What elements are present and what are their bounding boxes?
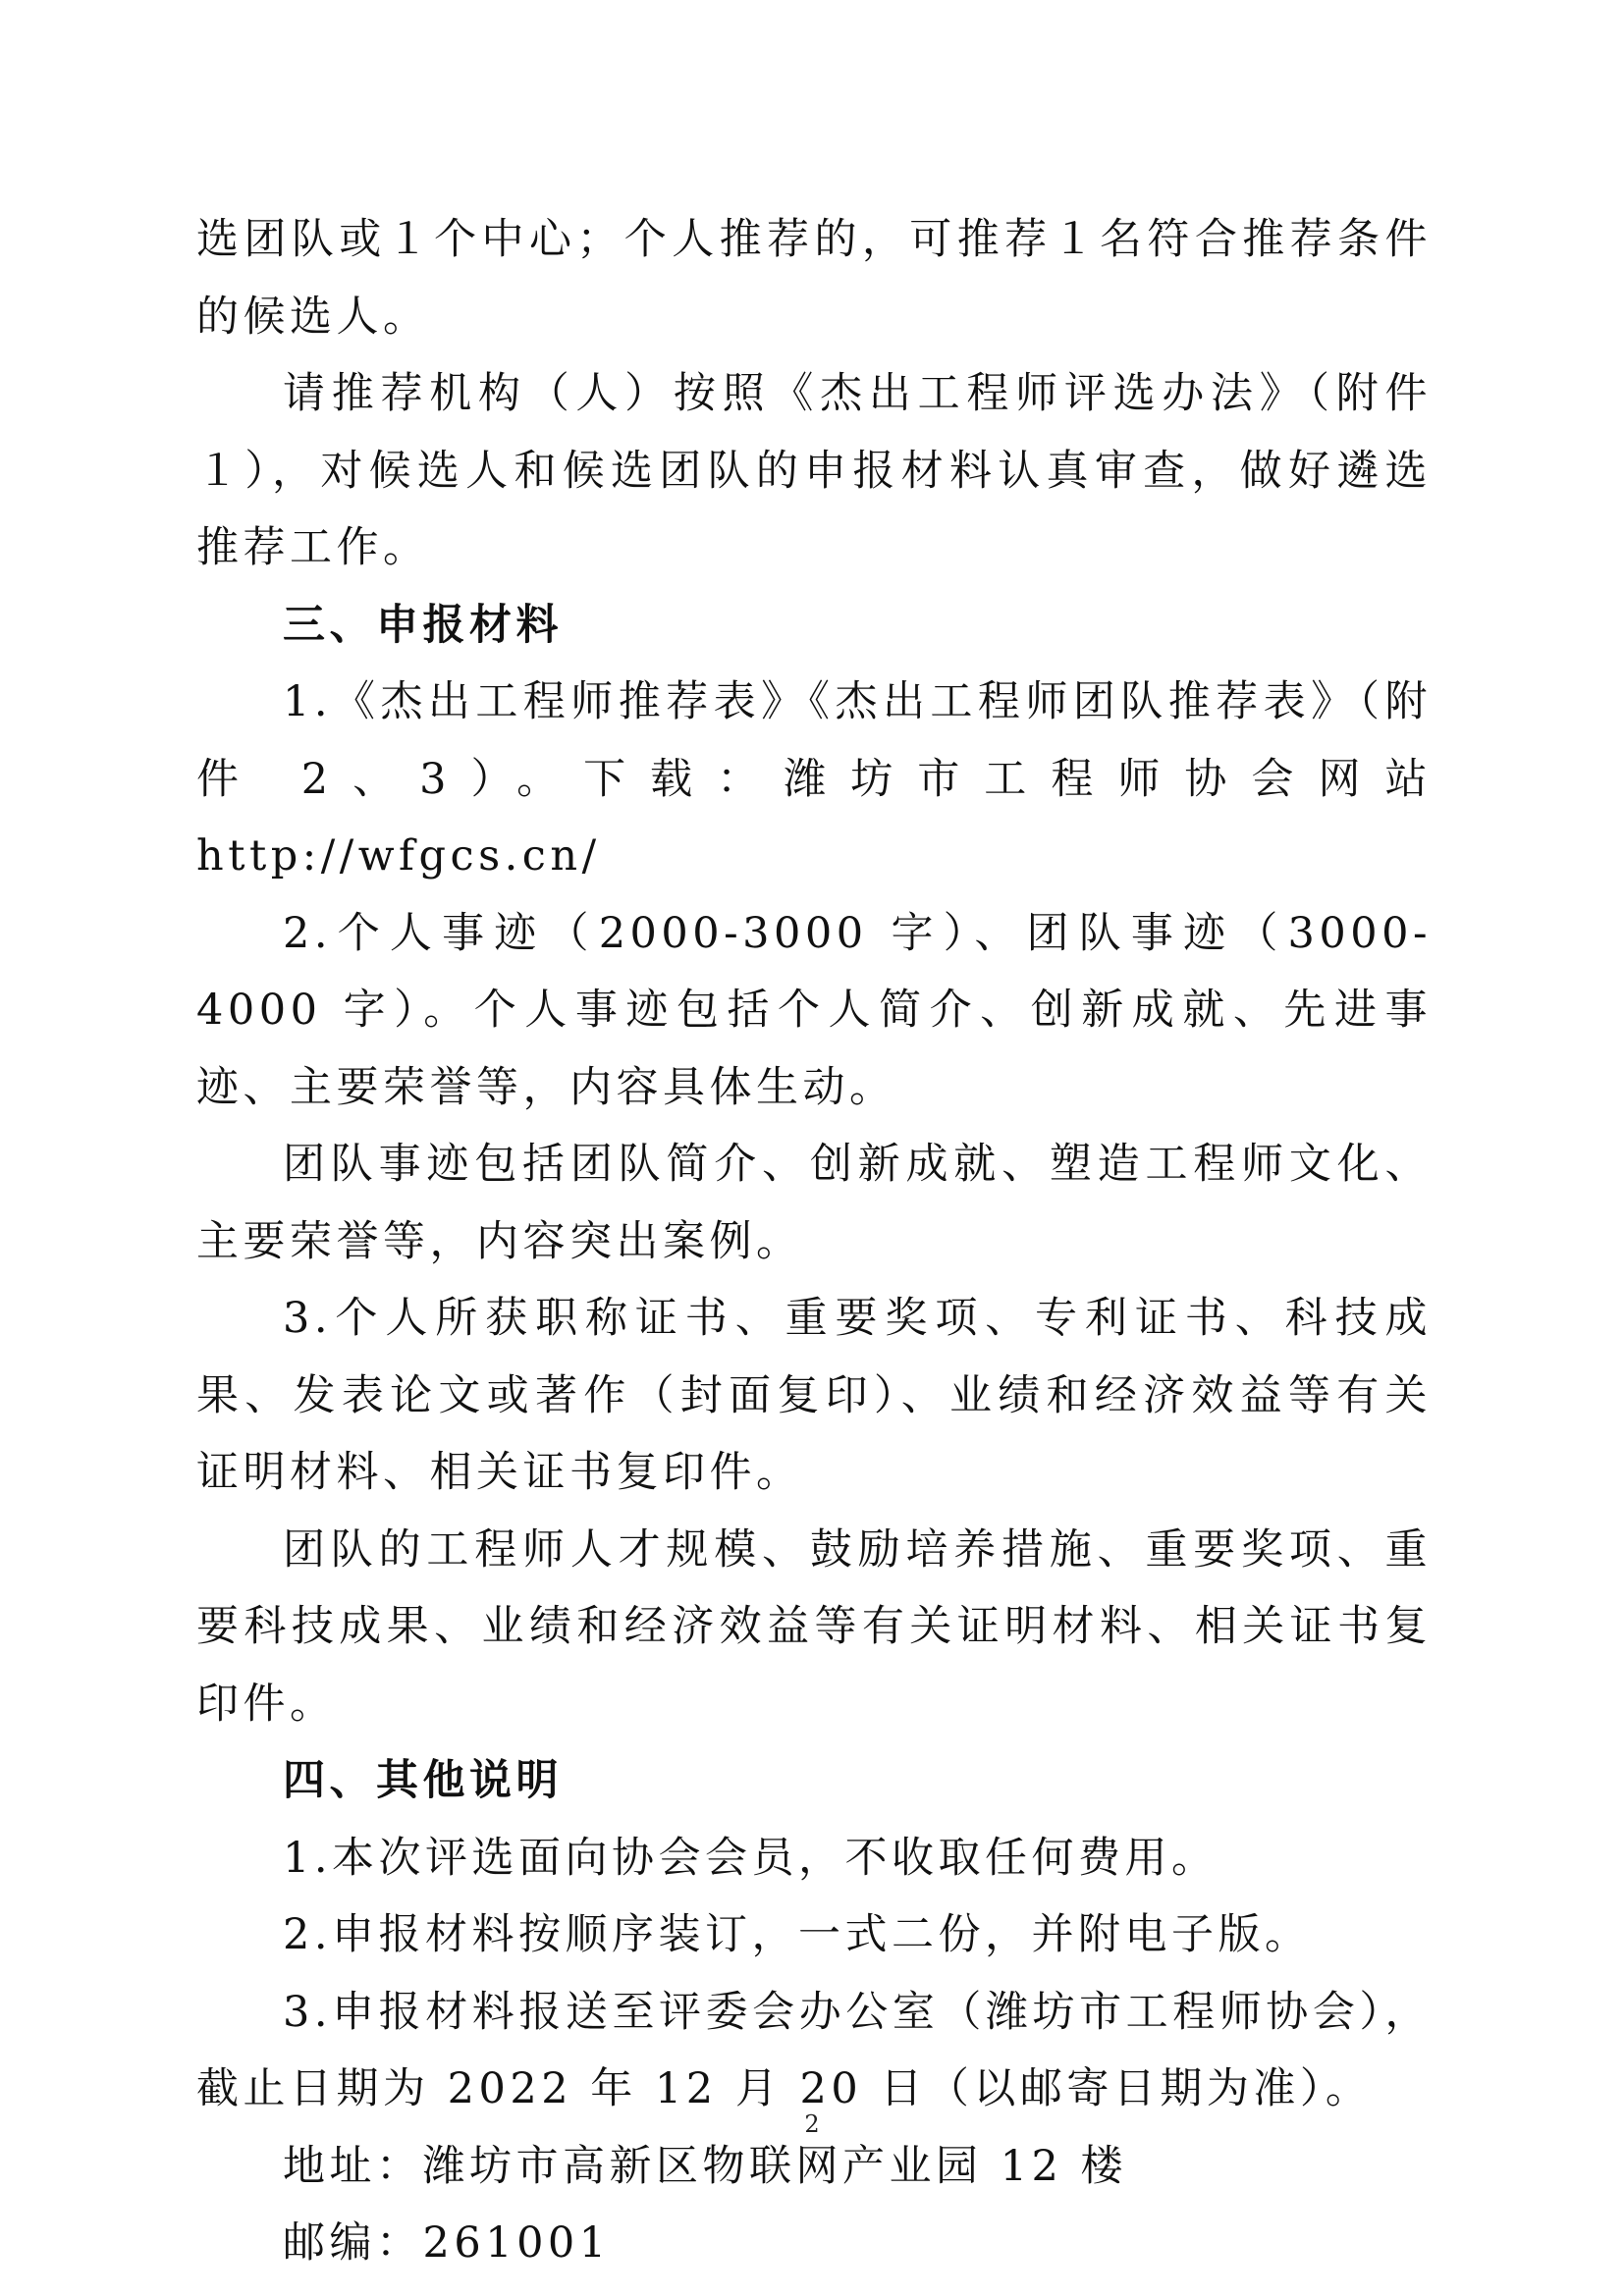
paragraph-team-proof: 团队的工程师人才规模、鼓励培养措施、重要奖项、重要科技成果、业绩和经济效益等有关证明材料、相关证书复印件。 [196,1524,1432,1729]
page-number: 2 [804,2110,820,2138]
paragraph-note-2: 2.申报材料按顺序装订，一式二份，并附电子版。 [283,1910,1312,1959]
paragraph-note-3: 3.申报材料报送至评委会办公室（潍坊市工程师协会），截止日期为 2022 年 12 月 20 日（以邮寄日期为准）。 [196,1987,1432,2113]
paragraph-material-1: 1.《杰出工程师推荐表》《杰出工程师团队推荐表》（附件 2、3）。下载：潍坊市工程师协会网站 http://wfgcs.cn/ [196,677,1432,881]
section-heading-other-notes: 四、其他说明 [283,1756,563,1805]
paragraph-postcode: 邮编：261001 [283,2218,611,2268]
paragraph-note-1: 1.本次评选面向协会会员，不收取任何费用。 [283,1833,1218,1883]
paragraph-material-2: 2.个人事迹（2000-3000 字）、团队事迹（3000-4000 字）。个人事迹包括个人简介、创新成就、先进事迹、主要荣誉等，内容具体生动。 [196,908,1432,1112]
paragraph-material-3: 3.个人所获职称证书、重要奖项、专利证书、科技成果、发表论文或著作（封面复印）、业绩和经济效益等有关证明材料、相关证书复印件。 [196,1294,1432,1497]
document-body [196,201,1432,2282]
section-heading-materials: 三、申报材料 [283,600,563,650]
paragraph-candidate-scope: 选团队或１个中心；个人推荐的，可推荐１名符合推荐条件的候选人。 [196,215,1432,342]
paragraph-address: 地址：潍坊市高新区物联网产业园 12 楼 [283,2141,1128,2191]
paragraph-team-deeds: 团队事迹包括团队简介、创新成就、塑造工程师文化、主要荣誉等，内容突出案例。 [196,1140,1432,1266]
paragraph-review-instruction: 请推荐机构（人）按照《杰出工程师评选办法》（附件１），对候选人和候选团队的申报材料认真审查，做好遴选推荐工作。 [196,369,1432,572]
